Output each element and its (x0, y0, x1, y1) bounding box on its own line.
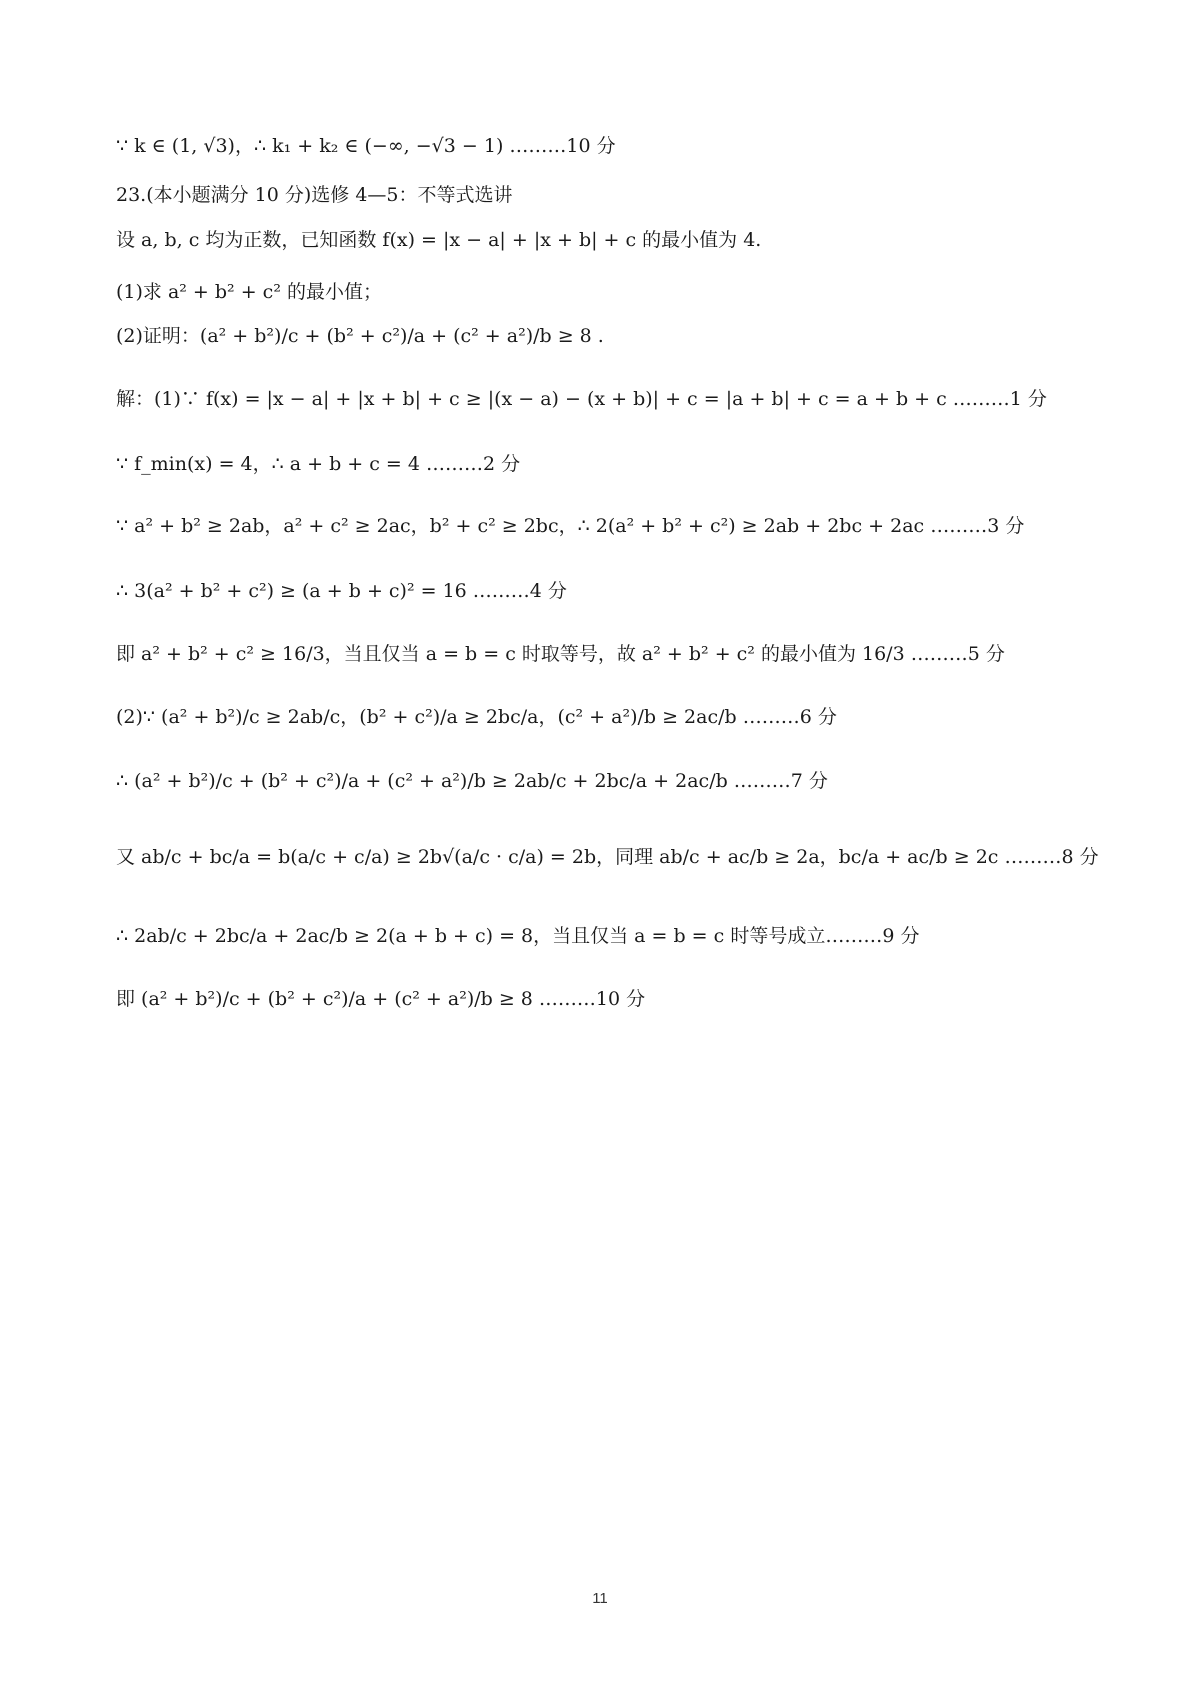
question-2: (2)证明：(a² + b²)/c + (b² + c²)/a + (c² + a²)/b ≥ 8 . (116, 325, 604, 347)
solution-step-5: 即 a² + b² + c² ≥ 16/3，当且仅当 a = b = c 时取等号，故 a² + b² + c² 的最小值为 16/3 ………5 分 (116, 643, 1005, 665)
solution-step-9: ∴ 2ab/c + 2bc/a + 2ac/b ≥ 2(a + b + c) = 8，当且仅当 a = b = c 时等号成立………9 分 (116, 925, 920, 947)
solution-step-3: ∵ a² + b² ≥ 2ab，a² + c² ≥ 2ac，b² + c² ≥ 2bc，∴ 2(a² + b² + c²) ≥ 2ab + 2bc + 2ac ………3 分 (116, 515, 1025, 537)
problem-statement: 设 a, b, c 均为正数，已知函数 f(x) = |x − a| + |x + b| + c 的最小值为 4. (116, 229, 762, 251)
line-k-range: ∵ k ∈ (1, √3)，∴ k₁ + k₂ ∈ (−∞, −√3 − 1) ………10 分 (116, 135, 616, 157)
question-1: (1)求 a² + b² + c² 的最小值； (116, 281, 382, 303)
solution-step-1: 解：(1)∵ f(x) = |x − a| + |x + b| + c ≥ |(x − a) − (x + b)| + c = |a + b| + c = a + b + c ………1 分 (116, 388, 1047, 410)
solution-step-4: ∴ 3(a² + b² + c²) ≥ (a + b + c)² = 16 ………4 分 (116, 580, 567, 602)
solution-step-2: ∵ f_min(x) = 4，∴ a + b + c = 4 ………2 分 (116, 453, 521, 475)
solution-step-10: 即 (a² + b²)/c + (b² + c²)/a + (c² + a²)/b ≥ 8 ………10 分 (116, 988, 646, 1010)
solution-step-7: ∴ (a² + b²)/c + (b² + c²)/a + (c² + a²)/b ≥ 2ab/c + 2bc/a + 2ac/b ………7 分 (116, 770, 828, 792)
solution-step-6: (2)∵ (a² + b²)/c ≥ 2ab/c，(b² + c²)/a ≥ 2bc/a，(c² + a²)/b ≥ 2ac/b ………6 分 (116, 706, 837, 728)
page-number: 11 (592, 1590, 608, 1607)
problem-23-heading: 23.(本小题满分 10 分)选修 4—5：不等式选讲 (116, 184, 513, 206)
solution-step-8: 又 ab/c + bc/a = b(a/c + c/a) ≥ 2b√(a/c · c/a) = 2b，同理 ab/c + ac/b ≥ 2a，bc/a + ac/b ≥ 2c ………8 分 (116, 846, 1099, 868)
